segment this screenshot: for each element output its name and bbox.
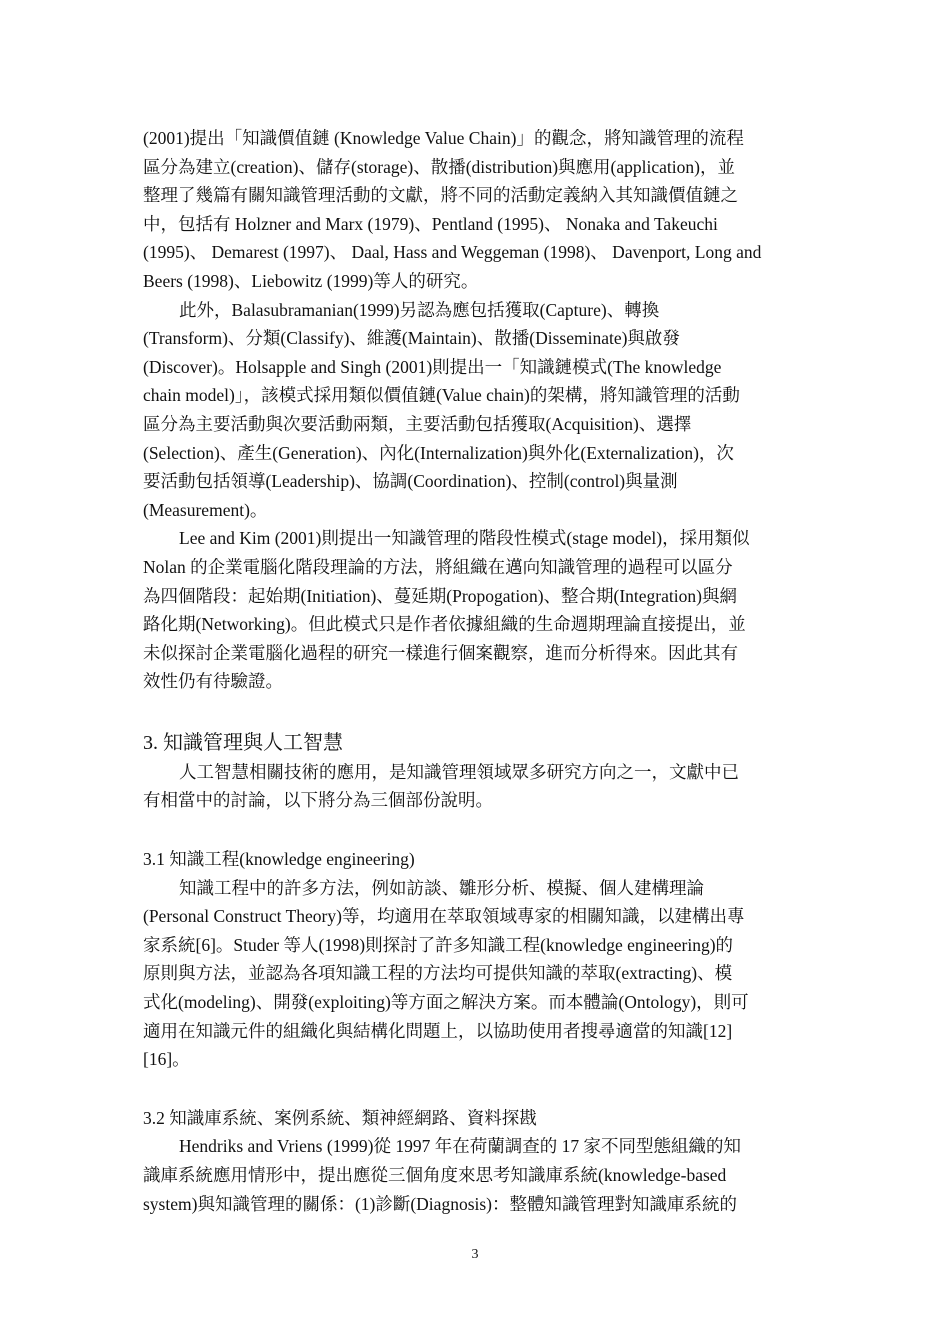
text-line: Nolan 的企業電腦化階段理論的方法，將組織在邁向知識管理的過程可以區分 [143,556,733,577]
text-line: (Personal Construct Theory)等，均適用在萃取領域專家的相關知識，以建構出專 [143,906,745,927]
paragraph-ai-intro [143,758,809,815]
paragraph-knowledge-base-systems [143,1132,809,1218]
document-body [143,124,809,1218]
text-line: (Transform)、分類(Classify)、維護(Maintain)、散播(Disseminate)與啟發 [143,328,680,349]
text-line: (Selection)、產生(Generation)、內化(Internalization)與外化(Externalization)，次 [143,442,734,463]
text-line: 整理了幾篇有關知識管理活動的文獻，將不同的活動定義納入其知識價值鏈之 [143,185,738,206]
paragraph-knowledge-value-chain [143,124,809,296]
text-line: 原則與方法，並認為各項知識工程的方法均可提供知識的萃取(extracting)、模 [143,963,733,984]
text-line: (Discover)。Holsapple and Singh (2001)則提出一「知識鏈模式(The knowledge [143,356,722,377]
page-number: 3 [471,1247,479,1262]
paragraph-knowledge-chain-model [143,296,809,525]
text-line: 未似探討企業電腦化過程的研究一樣進行個案觀察，進而分析得來。因此其有 [143,642,738,663]
text-line: 中，包括有 Holzner and Marx (1979)、Pentland (1995)、 Nonaka and Takeuchi [143,213,718,234]
text-line: 區分為建立(creation)、儲存(storage)、散播(distribution)與應用(application)，並 [143,156,735,177]
text-line: system)與知識管理的關係：(1)診斷(Diagnosis)：整體知識管理對知識庫系統的 [143,1193,737,1214]
subsection-heading-knowledge-engineering: 3.1 知識工程(knowledge engineering) [143,849,415,870]
text-line: 要活動包括領導(Leadership)、協調(Coordination)、控制(control)與量測 [143,471,678,492]
text-line: 知識工程中的許多方法，例如訪談、雛形分析、模擬、個人建構理論 [179,877,704,898]
text-line: (2001)提出「知識價值鏈 (Knowledge Value Chain)」的觀念，將知識管理的流程 [143,128,744,148]
text-line: 識庫系統應用情形中，提出應從三個角度來思考知識庫系統(knowledge-based [143,1165,727,1185]
text-line: 適用在知識元件的組織化與結構化問題上，以協助使用者搜尋適當的知識[12] [143,1020,733,1041]
text-line: 有相當中的討論，以下將分為三個部份說明。 [143,790,493,811]
text-line: chain model)」，該模式採用類似價值鏈(Value chain)的架構，將知識管理的活動 [143,385,740,406]
text-line: 為四個階段：起始期(Initiation)、蔓延期(Propogation)、整合期(Integration)與網 [143,585,737,606]
text-line: 區分為主要活動與次要活動兩類，主要活動包括獲取(Acquisition)、選擇 [143,413,692,434]
text-line: 效性仍有待驗證。 [143,671,283,692]
text-line: 人工智慧相關技術的應用，是知識管理領域眾多研究方向之一，文獻中已 [179,761,739,782]
text-line: 此外，Balasubramanian(1999)另認為應包括獲取(Capture)、轉換 [179,299,660,320]
text-line: (Measurement)。 [143,499,268,520]
text-line: Beers (1998)、Liebowitz (1999)等人的研究。 [143,270,479,291]
text-line: Lee and Kim (2001)則提出一知識管理的階段性模式(stage model)，採用類似 [179,528,750,549]
text-line: (1995)、 Demarest (1997)、 Daal, Hass and Weggeman (1998)、 Davenport, Long and [143,242,762,263]
section-heading-km-ai: 3. 知識管理與人工智慧 [143,731,343,754]
paragraph-stage-model [143,524,809,696]
subsection-heading-knowledge-base-systems: 3.2 知識庫系統、案例系統、類神經網路、資料探戡 [143,1107,537,1128]
text-line: 家系統[6]。Studer 等人(1998)則探討了許多知識工程(knowledge engineering)的 [143,934,734,955]
text-line: 式化(modeling)、開發(exploiting)等方面之解決方案。而本體論(Ontology)，則可 [143,992,749,1013]
paragraph-knowledge-engineering [143,874,809,1074]
text-line: Hendriks and Vriens (1999)從 1997 年在荷蘭調查的 17 家不同型態組織的知 [179,1136,741,1157]
text-line: 路化期(Networking)。但此模式只是作者依據組織的生命週期理論直接提出，並 [143,614,746,635]
text-line: [16]。 [143,1049,190,1070]
